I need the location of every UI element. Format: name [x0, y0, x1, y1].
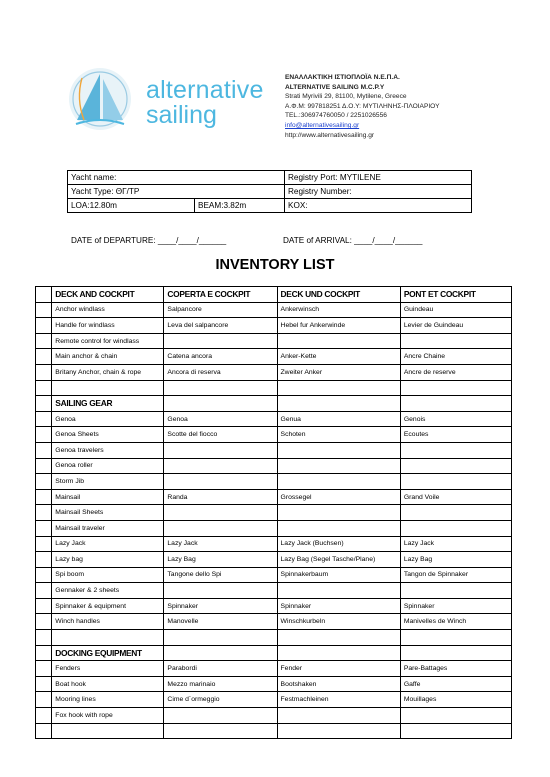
table-cell: Britany Anchor, chain & rope	[52, 364, 164, 380]
table-cell	[400, 474, 511, 490]
table-row	[36, 614, 512, 630]
table-cell	[277, 630, 400, 646]
row-stub-cell	[36, 630, 52, 646]
registry-port-field: Registry Port: MYTILENE	[285, 171, 472, 185]
table-cell	[400, 630, 511, 646]
table-cell	[164, 520, 277, 536]
table-cell	[277, 380, 400, 396]
table-cell	[277, 474, 400, 490]
table-cell: Schoten	[277, 427, 400, 443]
table-cell	[400, 723, 511, 739]
table-cell: Genua	[277, 411, 400, 427]
table-row	[36, 630, 512, 646]
table-cell: Spinnaker	[164, 598, 277, 614]
table-cell: Winch handles	[52, 614, 164, 630]
table-cell: Winschkurbeln	[277, 614, 400, 630]
company-phone: TEL.:306974760050 / 2251026556	[285, 112, 387, 120]
table-cell	[164, 396, 277, 412]
row-stub-cell	[36, 318, 52, 334]
company-address: Strati Myrivili 29, 81100, Mytilene, Greece	[285, 93, 407, 101]
table-cell	[400, 458, 511, 474]
table-row	[36, 458, 512, 474]
yacht-info-table	[67, 170, 472, 213]
table-row	[36, 364, 512, 380]
sailboat-logo-icon	[62, 64, 142, 134]
table-cell: Storm Jib	[52, 474, 164, 490]
table-cell: Ancre Chaine	[400, 349, 511, 365]
table-cell	[277, 645, 400, 661]
table-cell: Ankerwinsch	[277, 302, 400, 318]
table-cell: Spinnakerbaum	[277, 567, 400, 583]
row-stub-cell	[36, 692, 52, 708]
table-cell: Mezzo marinaio	[164, 676, 277, 692]
table-cell: Mainsail Sheets	[52, 505, 164, 521]
table-row	[36, 349, 512, 365]
table-cell: Mouillages	[400, 692, 511, 708]
table-cell	[164, 583, 277, 599]
table-row	[36, 536, 512, 552]
table-cell: Lazy Bag (Segel Tasche/Plane)	[277, 552, 400, 568]
table-cell: Genoa roller	[52, 458, 164, 474]
table-cell: Lazy Jack	[400, 536, 511, 552]
table-cell	[164, 708, 277, 724]
row-stub-cell	[36, 536, 52, 552]
table-row	[36, 489, 512, 505]
row-stub-cell	[36, 442, 52, 458]
table-cell: Manovelle	[164, 614, 277, 630]
row-stub-cell	[36, 427, 52, 443]
table-cell: Anker-Kette	[277, 349, 400, 365]
table-cell: Festmachleinen	[277, 692, 400, 708]
table-cell	[400, 333, 511, 349]
table-cell: DOCKING EQUIPMENT	[52, 645, 164, 661]
section-header-row	[36, 645, 512, 661]
company-email-link[interactable]: info@alternativesailing.gr	[285, 121, 360, 129]
table-cell: Grand Voile	[400, 489, 511, 505]
table-cell	[52, 723, 164, 739]
table-cell	[277, 442, 400, 458]
row-stub-cell	[36, 489, 52, 505]
table-cell	[164, 333, 277, 349]
table-cell: Ancora di reserva	[164, 364, 277, 380]
company-name-english: ALTERNATIVE SAILING M.C.P.Y	[285, 83, 385, 91]
table-cell: Lazy bag	[52, 552, 164, 568]
column-header: DECK UND COCKPIT	[277, 287, 400, 303]
row-stub-cell	[36, 364, 52, 380]
table-cell: Ancre de reserve	[400, 364, 511, 380]
table-cell	[400, 708, 511, 724]
row-stub-cell	[36, 567, 52, 583]
company-name-greek: ΕΝΑΛΛΑΚΤΙΚΗ ΙΣΤΙΟΠΛΟΪΑ Ν.Ε.Π.Α.	[285, 74, 400, 81]
table-cell: Mainsail	[52, 489, 164, 505]
table-cell	[277, 520, 400, 536]
table-cell: Fender	[277, 661, 400, 677]
table-cell: Catena ancora	[164, 349, 277, 365]
company-website[interactable]: http://www.alternativesailing.gr	[285, 131, 375, 139]
table-row	[36, 442, 512, 458]
table-cell: Salpancore	[164, 302, 277, 318]
table-cell	[400, 442, 511, 458]
table-cell	[164, 723, 277, 739]
table-row	[36, 567, 512, 583]
table-cell: Spinnaker & equipment	[52, 598, 164, 614]
row-stub-cell	[36, 380, 52, 396]
yacht-name-field: Yacht name:	[68, 171, 285, 185]
row-stub-cell	[36, 520, 52, 536]
table-row	[36, 661, 512, 677]
table-cell: Lazy Jack	[52, 536, 164, 552]
table-cell	[400, 396, 511, 412]
letterhead	[0, 0, 550, 160]
departure-date: DATE of DEPARTURE: ____/____/______	[71, 236, 227, 245]
row-stub-cell	[36, 598, 52, 614]
table-row	[36, 520, 512, 536]
row-stub-cell	[36, 474, 52, 490]
row-stub-cell	[36, 302, 52, 318]
table-row	[36, 723, 512, 739]
row-stub-cell	[36, 614, 52, 630]
table-cell: Leva del salpancore	[164, 318, 277, 334]
table-cell: SAILING GEAR	[52, 396, 164, 412]
table-cell	[400, 645, 511, 661]
table-cell: Lazy Bag	[400, 552, 511, 568]
table-cell	[164, 458, 277, 474]
table-cell	[277, 458, 400, 474]
table-cell	[277, 708, 400, 724]
row-stub-cell	[36, 723, 52, 739]
row-stub-cell	[36, 708, 52, 724]
row-stub-cell	[36, 411, 52, 427]
table-cell: Spi boom	[52, 567, 164, 583]
inventory-list	[35, 286, 512, 739]
table-cell: Genois	[400, 411, 511, 427]
table-cell: Bootshaken	[277, 676, 400, 692]
table-cell: Mooring lines	[52, 692, 164, 708]
brand-name-bottom: sailing	[146, 101, 217, 129]
company-tax-info: Α.Φ.Μ: 997818251 Δ.Ο.Υ: ΜΥΤΙΛΗΝΗΣ-ΠΛΟΙΑΡΙΟΥ	[285, 102, 440, 110]
table-row	[36, 505, 512, 521]
table-row	[36, 676, 512, 692]
table-row	[36, 318, 512, 334]
table-cell: Lazy Bag	[164, 552, 277, 568]
table-cell: Boat hook	[52, 676, 164, 692]
table-cell: Remote control for windlass	[52, 333, 164, 349]
table-cell	[277, 583, 400, 599]
column-header: DECK AND COCKPIT	[52, 287, 164, 303]
loa-field: LOA:12.80m	[68, 199, 195, 213]
row-stub-cell	[36, 458, 52, 474]
table-header-row	[36, 287, 512, 303]
table-cell	[400, 380, 511, 396]
table-cell: Spinnaker	[400, 598, 511, 614]
column-header: COPERTA E COCKPIT	[164, 287, 277, 303]
table-cell	[164, 442, 277, 458]
table-row	[36, 708, 512, 724]
column-header: PONT ET COCKPIT	[400, 287, 511, 303]
table-cell: Lazy Jack	[164, 536, 277, 552]
table-cell: Gennaker & 2 sheets	[52, 583, 164, 599]
table-cell: Tangone dello Spi	[164, 567, 277, 583]
table-cell: Parabordi	[164, 661, 277, 677]
table-cell: Genoa	[52, 411, 164, 427]
table-cell	[400, 505, 511, 521]
table-row	[36, 302, 512, 318]
brand-name-top: alternative	[146, 76, 264, 104]
table-cell: Mainsail traveler	[52, 520, 164, 536]
table-cell: Guindeau	[400, 302, 511, 318]
row-stub-cell	[36, 645, 52, 661]
row-stub-cell	[36, 333, 52, 349]
row-stub-cell	[36, 505, 52, 521]
table-row	[36, 333, 512, 349]
table-cell: Main anchor & chain	[52, 349, 164, 365]
table-cell: Cime d`ormeggio	[164, 692, 277, 708]
table-cell	[164, 505, 277, 521]
table-cell: Manivelles de Winch	[400, 614, 511, 630]
table-cell: Tangon de Spinnaker	[400, 567, 511, 583]
table-row	[36, 692, 512, 708]
table-cell: Fenders	[52, 661, 164, 677]
table-cell: Handle for windlass	[52, 318, 164, 334]
table-row	[36, 411, 512, 427]
table-cell: Spinnaker	[277, 598, 400, 614]
table-cell	[277, 505, 400, 521]
row-stub-cell	[36, 661, 52, 677]
table-cell	[277, 396, 400, 412]
table-row	[36, 427, 512, 443]
arrival-date: DATE of ARRIVAL: ____/____/______	[283, 236, 423, 245]
table-cell	[400, 583, 511, 599]
section-header-row	[36, 396, 512, 412]
table-cell: Grossegel	[277, 489, 400, 505]
table-cell	[52, 630, 164, 646]
table-cell: Genoa travelers	[52, 442, 164, 458]
table-cell: Fox hook with rope	[52, 708, 164, 724]
table-row	[36, 552, 512, 568]
table-cell: Ecoutes	[400, 427, 511, 443]
inventory-table	[35, 286, 512, 739]
table-cell	[400, 520, 511, 536]
yacht-type-field: Yacht Type: ΘΓ/ΤΡ	[68, 185, 285, 199]
table-row	[36, 583, 512, 599]
table-cell: Gaffe	[400, 676, 511, 692]
table-cell: Zweiter Anker	[277, 364, 400, 380]
table-cell	[277, 723, 400, 739]
table-cell	[164, 645, 277, 661]
table-row	[36, 598, 512, 614]
page-title: INVENTORY LIST	[215, 257, 335, 273]
row-stub-cell	[36, 583, 52, 599]
table-cell: Genoa	[164, 411, 277, 427]
row-stub-cell	[36, 396, 52, 412]
table-cell	[52, 380, 164, 396]
company-info	[285, 73, 535, 140]
row-stub-cell	[36, 349, 52, 365]
table-cell	[164, 474, 277, 490]
table-cell: Pare-Battages	[400, 661, 511, 677]
table-cell	[277, 333, 400, 349]
table-cell: Randa	[164, 489, 277, 505]
table-cell	[164, 380, 277, 396]
kox-field: KOX:	[285, 199, 472, 213]
row-stub-cell	[36, 552, 52, 568]
table-cell: Genoa Sheets	[52, 427, 164, 443]
table-row	[36, 474, 512, 490]
table-cell: Hebel fur Ankerwinde	[277, 318, 400, 334]
registry-number-field: Registry Number:	[285, 185, 472, 199]
table-row	[36, 380, 512, 396]
table-cell	[164, 630, 277, 646]
row-stub-cell	[36, 676, 52, 692]
table-cell: Lazy Jack (Buchsen)	[277, 536, 400, 552]
table-cell: Levier de Guindeau	[400, 318, 511, 334]
table-cell: Anchor windlass	[52, 302, 164, 318]
row-stub-cell	[36, 287, 52, 303]
beam-field: BEAM:3.82m	[195, 199, 285, 213]
table-cell: Scotte del fiocco	[164, 427, 277, 443]
